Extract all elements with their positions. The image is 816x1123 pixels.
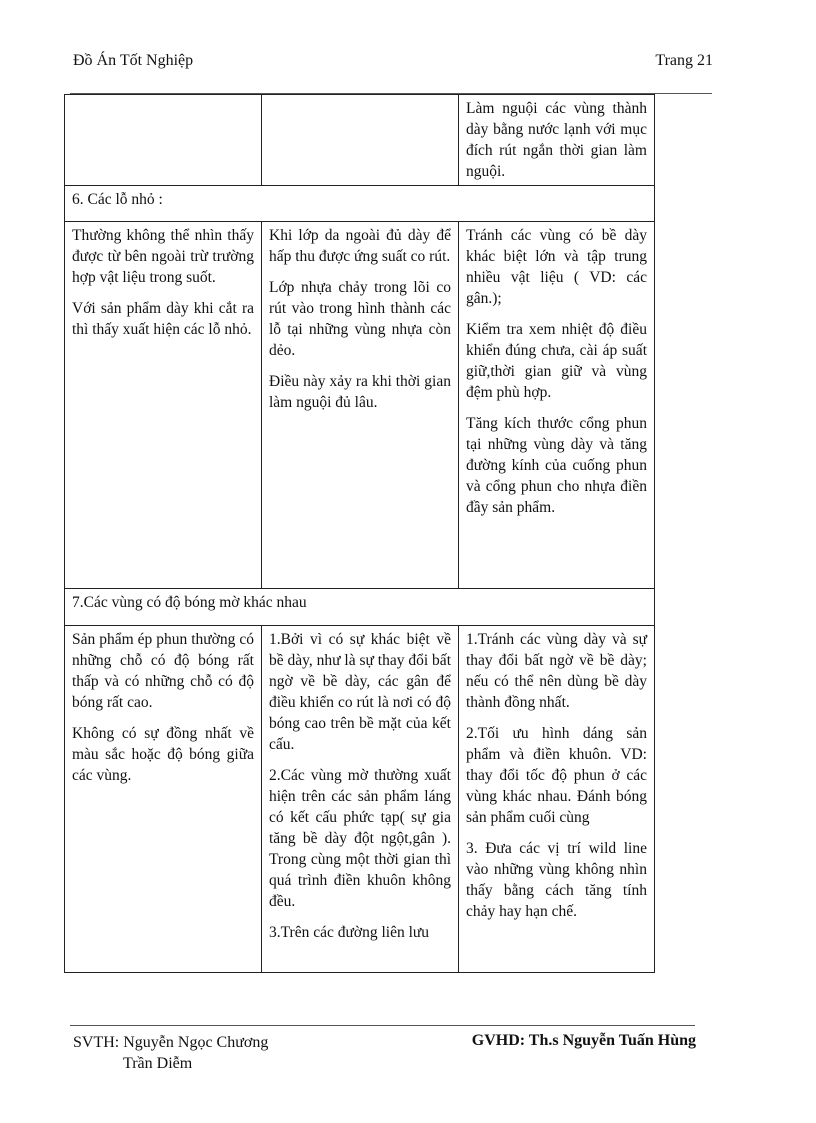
table-cell [65, 95, 262, 186]
section-heading-7: 7.Các vùng có độ bóng mờ khác nhau [65, 589, 655, 626]
student-name-2: Trần Diễm [123, 1055, 193, 1072]
cell-paragraph: Tăng kích thước cổng phun tại những vùng dày và tăng đường kính của cuống phun và cổng phun cho nhựa điền đầy sản phẩm. [466, 415, 647, 516]
footer-advisor: GVHD: Th.s Nguyễn Tuấn Hùng [471, 1032, 696, 1049]
header-title: Đồ Án Tốt Nghiệp [73, 52, 194, 69]
table-row [65, 95, 655, 186]
cell-paragraph: 3. Đưa các vị trí wild line vào những vùng không nhìn thấy bằng cách tăng tính chảy hay hạn chế. [466, 840, 647, 920]
cell-paragraph: Sản phẩm ép phun thường có những chỗ có độ bóng rất thấp và có những chỗ có độ bóng rất cao. [72, 631, 254, 711]
table-cell [262, 95, 459, 186]
cell-paragraph: 1.Tránh các vùng dày và sự thay đổi bất ngờ về bề dày; nếu có thể nên dùng bề dày thành đồng nhất. [466, 631, 647, 711]
remedy-cell [459, 626, 655, 973]
cell-paragraph: Với sản phẩm dày khi cắt ra thì thấy xuất hiện các lỗ nhỏ. [72, 300, 254, 338]
table-cell [459, 95, 655, 186]
cell-paragraph: Điều này xảy ra khi thời gian làm nguội đủ lâu. [269, 373, 451, 411]
cell-paragraph: 1.Bởi vì có sự khác biệt về bề dày, như là sự thay đổi bất ngờ về bề dày, các gân để điều khiển co rút là nơi có độ bóng cao trên bề mặt của kết cấu. [269, 631, 451, 753]
cause-cell [262, 626, 459, 973]
cell-paragraph: Kiểm tra xem nhiệt độ điều khiển đúng chưa, cài áp suất giữ,thời gian giữ và vùng đệm phù hợp. [466, 321, 647, 401]
defects-table [64, 94, 655, 973]
section-row [65, 589, 655, 626]
student-name-1: SVTH: Nguyễn Ngọc Chương [73, 1034, 269, 1051]
cell-paragraph: Làm nguội các vùng thành dày bằng nước lạnh với mục đích rút ngắn thời gian làm nguội. [466, 100, 647, 180]
table-row [65, 626, 655, 973]
remedy-cell [459, 222, 655, 589]
symptom-cell [65, 222, 262, 589]
cell-paragraph: Khi lớp da ngoài đủ dày để hấp thu được ứng suất co rút. [269, 227, 451, 265]
cell-paragraph: 2.Tối ưu hình dáng sản phẩm và điền khuôn. VD: thay đổi tốc độ phun ở các vùng khác nhau. Đánh bóng sản phẩm cuối cùng [466, 725, 647, 826]
cell-paragraph: Không có sự đồng nhất về màu sắc hoặc độ bóng giữa các vùng. [72, 725, 254, 784]
cell-paragraph: Lớp nhựa chảy trong lõi co rút vào trong hình thành các lỗ tại những vùng nhựa còn dẻo. [269, 279, 451, 359]
footer-students [73, 1032, 268, 1074]
cell-paragraph: 3.Trên các đường liên lưu [269, 924, 430, 941]
symptom-cell [65, 626, 262, 973]
cell-paragraph: Thường không thể nhìn thấy được từ bên ngoài trừ trường hợp vật liệu trong suốt. [72, 227, 254, 286]
cell-paragraph: 2.Các vùng mờ thường xuất hiện trên các sản phẩm láng có kết cấu phức tạp( sự gia tăng bề dày đột ngột,gân ). Trong cùng một thời gian thì quá trình điền khuôn không đều. [269, 767, 451, 910]
cell-paragraph: Tránh các vùng có bề dày khác biệt lớn và tập trung nhiều vật liệu ( VD: các gân.); [466, 227, 647, 307]
section-heading-6: 6. Các lỗ nhỏ : [65, 186, 655, 222]
footer-divider [70, 1025, 695, 1026]
cause-cell [262, 222, 459, 589]
table-row [65, 222, 655, 589]
page-number: Trang 21 [655, 52, 713, 69]
section-row [65, 186, 655, 222]
